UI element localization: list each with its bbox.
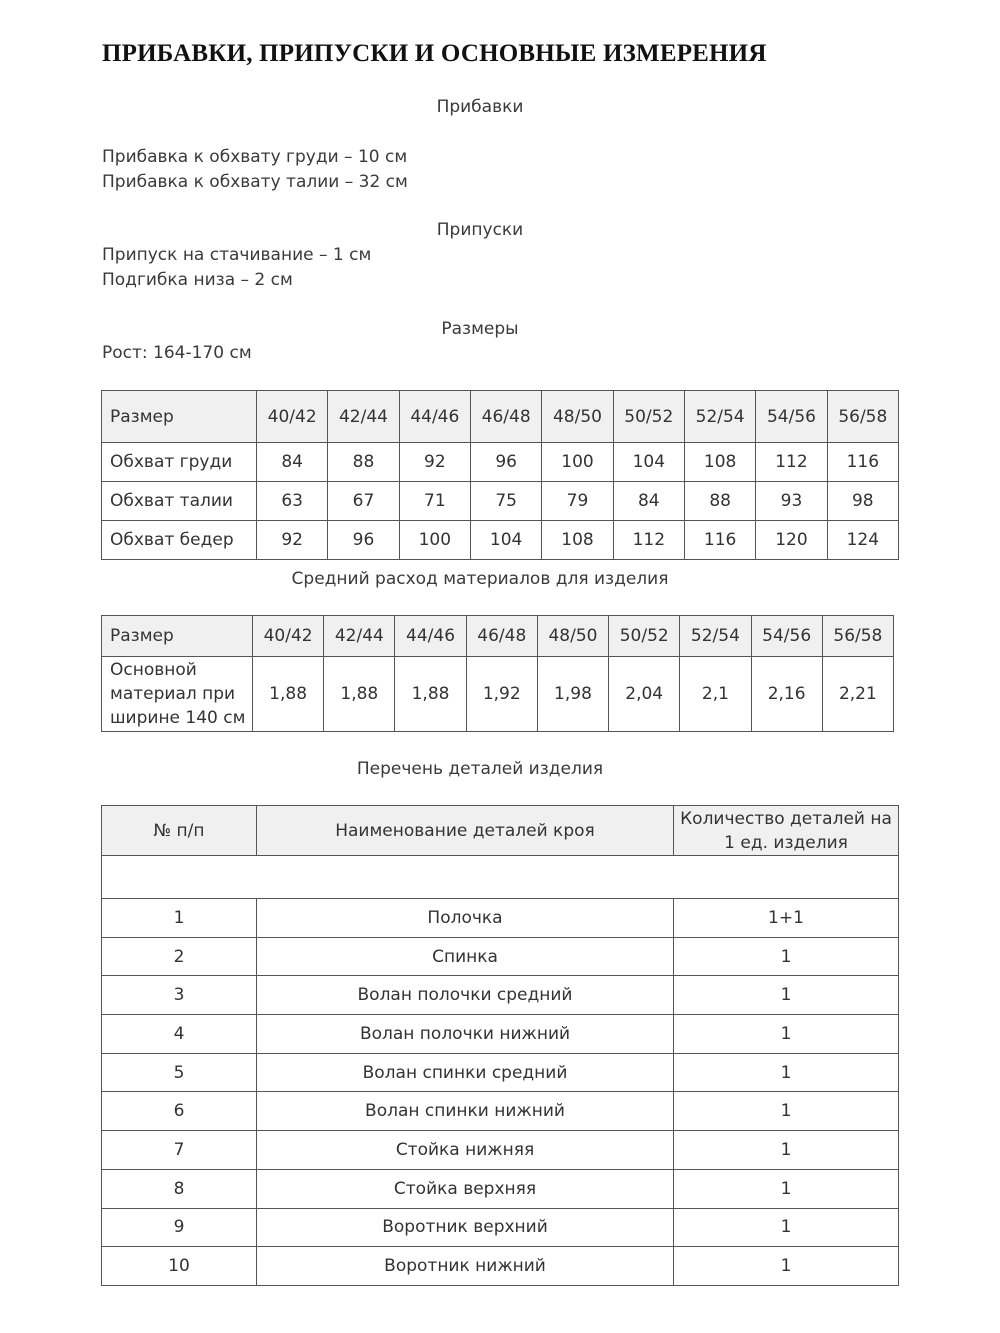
size-cell: 40/42 bbox=[257, 391, 328, 443]
table-row bbox=[102, 937, 899, 976]
value-cell: 104 bbox=[613, 443, 684, 482]
name-cell: Спинка bbox=[257, 937, 674, 976]
num-cell: 9 bbox=[102, 1208, 257, 1247]
size-cell: 56/58 bbox=[822, 616, 893, 657]
num-cell: 4 bbox=[102, 1015, 257, 1054]
value-cell: 120 bbox=[756, 521, 827, 560]
value-cell: 100 bbox=[399, 521, 470, 560]
value-cell: 75 bbox=[470, 482, 541, 521]
size-measurements-table bbox=[101, 390, 899, 560]
value-cell: 104 bbox=[470, 521, 541, 560]
table-row bbox=[102, 521, 899, 560]
seam-line: Припуск на стачивание – 1 см bbox=[102, 245, 372, 265]
num-cell: 2 bbox=[102, 937, 257, 976]
size-cell: 46/48 bbox=[470, 391, 541, 443]
empty-row bbox=[102, 856, 899, 899]
name-cell: Стойка нижняя bbox=[257, 1131, 674, 1170]
row-label: Обхват бедер bbox=[102, 521, 257, 560]
value-cell: 93 bbox=[756, 482, 827, 521]
parts-table bbox=[101, 805, 899, 1286]
empty-cell bbox=[102, 856, 899, 899]
value-cell: 71 bbox=[399, 482, 470, 521]
value-cell: 108 bbox=[542, 521, 613, 560]
name-cell: Волан полочки средний bbox=[257, 976, 674, 1015]
name-cell: Воротник верхний bbox=[257, 1208, 674, 1247]
row-label-line: ширине 140 см bbox=[110, 708, 246, 728]
table-row bbox=[102, 899, 899, 938]
value-cell: 2,1 bbox=[680, 657, 751, 732]
value-cell: 108 bbox=[684, 443, 755, 482]
table-row bbox=[102, 1015, 899, 1054]
value-cell: 63 bbox=[257, 482, 328, 521]
table-row bbox=[102, 482, 899, 521]
col-header-qty-line: 1 ед. изделия bbox=[724, 832, 848, 853]
num-cell: 5 bbox=[102, 1053, 257, 1092]
value-cell: 112 bbox=[613, 521, 684, 560]
qty-cell: 1 bbox=[674, 1247, 899, 1286]
value-cell: 100 bbox=[542, 443, 613, 482]
num-cell: 3 bbox=[102, 976, 257, 1015]
qty-cell: 1 bbox=[674, 1092, 899, 1131]
value-cell: 2,04 bbox=[609, 657, 680, 732]
qty-cell: 1 bbox=[674, 976, 899, 1015]
size-cell: 44/46 bbox=[399, 391, 470, 443]
name-cell: Полочка bbox=[257, 899, 674, 938]
name-cell: Стойка верхняя bbox=[257, 1169, 674, 1208]
size-cell: 48/50 bbox=[542, 391, 613, 443]
size-cell: 42/44 bbox=[324, 616, 395, 657]
value-cell: 1,98 bbox=[537, 657, 608, 732]
value-cell: 116 bbox=[684, 521, 755, 560]
consumption-heading: Средний расход материалов для изделия bbox=[291, 569, 669, 589]
size-cell: 40/42 bbox=[253, 616, 324, 657]
value-cell: 96 bbox=[470, 443, 541, 482]
qty-cell: 1 bbox=[674, 1169, 899, 1208]
qty-cell: 1+1 bbox=[674, 899, 899, 938]
qty-cell: 1 bbox=[674, 1053, 899, 1092]
table-row bbox=[102, 443, 899, 482]
value-cell: 96 bbox=[328, 521, 399, 560]
table-row bbox=[102, 657, 894, 732]
table-header-row bbox=[102, 806, 899, 856]
value-cell: 92 bbox=[399, 443, 470, 482]
col-header-qty bbox=[674, 806, 899, 856]
size-cell: 56/58 bbox=[827, 391, 898, 443]
table-row bbox=[102, 1053, 899, 1092]
material-consumption-table bbox=[101, 615, 894, 732]
sizes-heading: Размеры bbox=[441, 319, 519, 339]
value-cell: 2,21 bbox=[822, 657, 893, 732]
size-cell: 50/52 bbox=[609, 616, 680, 657]
col-header-name: Наименование деталей кроя bbox=[257, 806, 674, 856]
table-row bbox=[102, 1131, 899, 1170]
size-cell: 50/52 bbox=[613, 391, 684, 443]
value-cell: 98 bbox=[827, 482, 898, 521]
table-header-row bbox=[102, 616, 894, 657]
seams-heading: Припуски bbox=[436, 220, 524, 240]
qty-cell: 1 bbox=[674, 937, 899, 976]
table-row bbox=[102, 1208, 899, 1247]
page-title: ПРИБАВКИ, ПРИПУСКИ И ОСНОВНЫЕ ИЗМЕРЕНИЯ bbox=[102, 40, 767, 67]
table-row bbox=[102, 976, 899, 1015]
value-cell: 1,88 bbox=[253, 657, 324, 732]
table-row bbox=[102, 1169, 899, 1208]
allowance-line: Прибавка к обхвату талии – 32 см bbox=[102, 172, 408, 192]
value-cell: 1,88 bbox=[324, 657, 395, 732]
name-cell: Волан полочки нижний bbox=[257, 1015, 674, 1054]
value-cell: 79 bbox=[542, 482, 613, 521]
num-cell: 6 bbox=[102, 1092, 257, 1131]
seam-line: Подгибка низа – 2 см bbox=[102, 270, 293, 290]
size-cell: 54/56 bbox=[756, 391, 827, 443]
value-cell: 2,16 bbox=[751, 657, 822, 732]
value-cell: 124 bbox=[827, 521, 898, 560]
qty-cell: 1 bbox=[674, 1131, 899, 1170]
size-header-label: Размер bbox=[102, 616, 253, 657]
size-header-label: Размер bbox=[102, 391, 257, 443]
size-cell: 42/44 bbox=[328, 391, 399, 443]
table-row bbox=[102, 1092, 899, 1131]
parts-heading: Перечень деталей изделия bbox=[356, 759, 604, 779]
value-cell: 116 bbox=[827, 443, 898, 482]
row-label bbox=[102, 657, 253, 732]
value-cell: 88 bbox=[328, 443, 399, 482]
size-cell: 46/48 bbox=[466, 616, 537, 657]
row-label-line: материал при bbox=[110, 684, 236, 704]
col-header-qty-line: Количество деталей на bbox=[680, 808, 892, 829]
num-cell: 10 bbox=[102, 1247, 257, 1286]
row-label: Обхват талии bbox=[102, 482, 257, 521]
value-cell: 92 bbox=[257, 521, 328, 560]
value-cell: 112 bbox=[756, 443, 827, 482]
allowance-line: Прибавка к обхвату груди – 10 см bbox=[102, 147, 408, 167]
size-cell: 54/56 bbox=[751, 616, 822, 657]
qty-cell: 1 bbox=[674, 1015, 899, 1054]
value-cell: 88 bbox=[684, 482, 755, 521]
name-cell: Волан спинки нижний bbox=[257, 1092, 674, 1131]
qty-cell: 1 bbox=[674, 1208, 899, 1247]
name-cell: Волан спинки средний bbox=[257, 1053, 674, 1092]
table-header-row bbox=[102, 391, 899, 443]
value-cell: 84 bbox=[257, 443, 328, 482]
value-cell: 1,88 bbox=[395, 657, 466, 732]
row-label: Обхват груди bbox=[102, 443, 257, 482]
row-label-line: Основной bbox=[110, 660, 197, 680]
size-cell: 48/50 bbox=[537, 616, 608, 657]
value-cell: 67 bbox=[328, 482, 399, 521]
size-cell: 52/54 bbox=[684, 391, 755, 443]
num-cell: 1 bbox=[102, 899, 257, 938]
table-row bbox=[102, 1247, 899, 1286]
value-cell: 84 bbox=[613, 482, 684, 521]
value-cell: 1,92 bbox=[466, 657, 537, 732]
num-cell: 8 bbox=[102, 1169, 257, 1208]
size-cell: 44/46 bbox=[395, 616, 466, 657]
allowances-heading: Прибавки bbox=[436, 97, 524, 117]
size-cell: 52/54 bbox=[680, 616, 751, 657]
num-cell: 7 bbox=[102, 1131, 257, 1170]
name-cell: Воротник нижний bbox=[257, 1247, 674, 1286]
height-text: Рост: 164-170 см bbox=[102, 343, 252, 363]
col-header-number: № п/п bbox=[102, 806, 257, 856]
